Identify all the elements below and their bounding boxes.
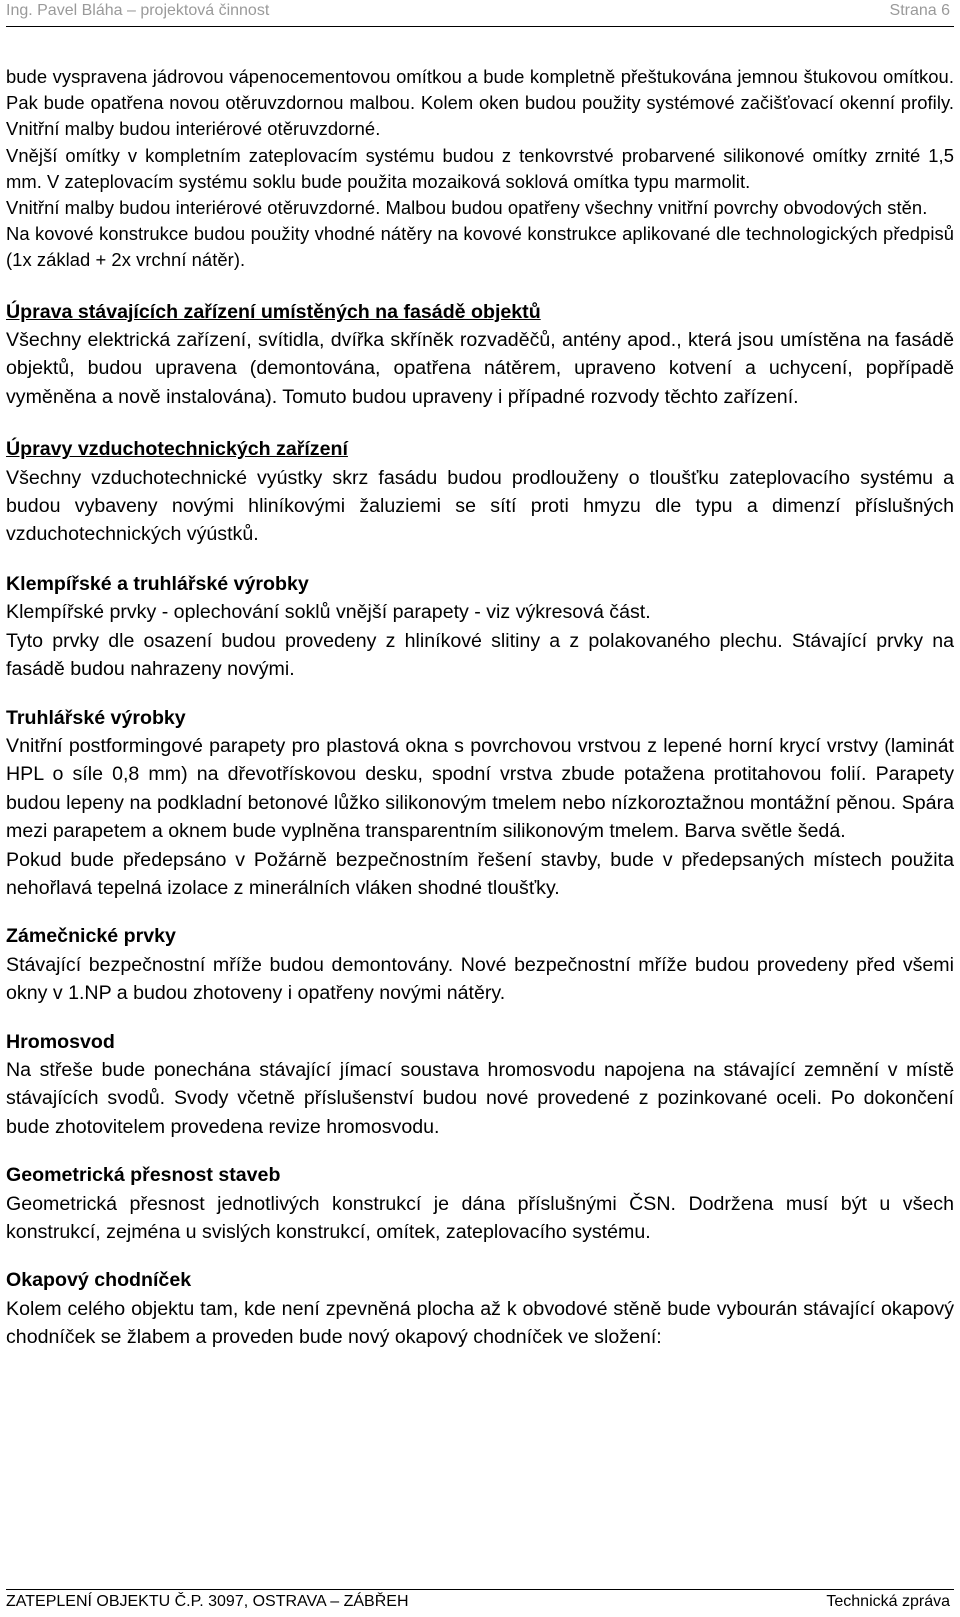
intro-paragraph: bude vyspravena jádrovou vápenocementovou omítkou a bude kompletně přeštukována jemnou štukovou omítkou. Pak bude opatřena novou otěruvzdornou malbou. Kolem oken budou použity systémové začišťovací okenní profily. Vnitřní malby budou interiérové otěruvzdorné. bbox=[6, 66, 954, 140]
section-paragraph: Klempířské prvky - oplechování soklů vnější parapety - viz výkresová část. bbox=[6, 601, 651, 624]
section-paragraph: Vnitřní postformingové parapety pro plastová okna s povrchovou vrstvou z lepené horní krycí vrstvy (laminát HPL o síle 0,8 mm) na dřevotřískovou desku, spodní vrstva zbude potažena protitahovou folií. Parapety budou lepeny na podkladní betonové lůžko silikonovým tmelem nebo nízkoroztažnou montážní pěnou. Spára mezi parapetem a oknem bude vyplněna transparentním silikonovým tmelem. Barva světle šedá. bbox=[6, 734, 954, 843]
section-heading: Okapový chodníček bbox=[6, 1269, 192, 1292]
section-heading: Geometrická přesnost staveb bbox=[6, 1164, 281, 1187]
section-heading: Zámečnické prvky bbox=[6, 925, 176, 948]
section-paragraph: Kolem celého objektu tam, kde není zpevněná plocha až k obvodové stěně bude vybourán stávající okapový chodníček se žlabem a proveden bude nový okapový chodníček ve složení: bbox=[6, 1297, 954, 1349]
section-hvac bbox=[6, 435, 954, 549]
footer-document-type: Technická zpráva bbox=[826, 1593, 950, 1610]
section-heading: Truhlářské výrobky bbox=[6, 706, 186, 729]
section-facade-equipment bbox=[6, 298, 954, 412]
header-author: Ing. Pavel Bláha – projektová činnost bbox=[6, 2, 270, 19]
section-paragraph: Stávající bezpečnostní mříže budou demontovány. Nové bezpečnostní mříže budou provedeny před všemi okny v 1.NP a budou zhotoveny i opatřeny novými nátěry. bbox=[6, 953, 954, 1005]
document-body bbox=[6, 64, 954, 1352]
section-paragraph: Na střeše bude ponechána stávající jímací soustava hromosvodu napojena na stávající zemnění v místě stávajících svodů. Svody včetně příslušenství budou nové provedené z pozinkované oceli. Po dokončení bude zhotovitelem provedena revize hromosvodu. bbox=[6, 1058, 954, 1138]
header-page-number: Strana 6 bbox=[889, 2, 950, 19]
section-heading: Úprava stávajících zařízení umístěných na fasádě objektů bbox=[6, 300, 541, 323]
section-joinery bbox=[6, 704, 954, 903]
section-paragraph: Všechny vzduchotechnické vyústky skrz fasádu budou prodlouženy o tloušťku zateplovacího systému a budou vybaveny novými hliníkovými žaluziemi se sítí proti hmyzu dle typu a dimenzí příslušných vzduchotechnických výústků. bbox=[6, 466, 954, 546]
section-drip-path bbox=[6, 1266, 954, 1351]
section-heading: Úpravy vzduchotechnických zařízení bbox=[6, 438, 348, 461]
section-sheet-metal bbox=[6, 570, 954, 684]
section-locksmith bbox=[6, 922, 954, 1007]
section-paragraph: Pokud bude předepsáno v Požárně bezpečnostním řešení stavby, bude v předepsaných místech použita nehořlavá tepelná izolace z minerálních vláken shodné tloušťky. bbox=[6, 848, 954, 899]
section-geometric-accuracy bbox=[6, 1161, 954, 1246]
section-heading: Hromosvod bbox=[6, 1030, 115, 1053]
intro-paragraph: Vnitřní malby budou interiérové otěruvzdorné. Malbou budou opatřeny všechny vnitřní povrchy obvodových stěn. bbox=[6, 197, 928, 219]
section-lightning-rod bbox=[6, 1028, 954, 1142]
intro-paragraph: Vnější omítky v kompletním zateplovacím systému budou z tenkovrstvé probarvené silikonové omítky zrnité 1,5 mm. V zateplovacím systému soklu bude použita mozaiková soklová omítka typu marmolit. bbox=[6, 144, 954, 192]
section-paragraph: Geometrická přesnost jednotlivých konstrukcí je dána příslušnými ČSN. Dodržena musí být u všech konstrukcí, zejména u svislých konstrukcí, omítek, zateplovacího systému. bbox=[6, 1192, 954, 1243]
page-footer bbox=[6, 1589, 954, 1616]
section-paragraph: Tyto prvky dle osazení budou provedeny z hliníkové slitiny a z polakovaného plechu. Stávající prvky na fasádě budou nahrazeny novými. bbox=[6, 629, 954, 681]
footer-project-title: ZATEPLENÍ OBJEKTU Č.P. 3097, OSTRAVA – ZÁBŘEH bbox=[6, 1593, 409, 1610]
intro-paragraph: Na kovové konstrukce budou použity vhodné nátěry na kovové konstrukce aplikované dle technologických předpisů (1x základ + 2x vrchní nátěr). bbox=[6, 223, 954, 271]
section-heading: Klempířské a truhlářské výrobky bbox=[6, 572, 309, 595]
section-paragraph: Všechny elektrická zařízení, svítidla, dvířka skříněk rozvaděčů, antény apod., která jsou umístěna na fasádě objektů, budou upravena (demontována, opatřena nátěrem, upraveno kotvení a uchycení, popřípadě vyměněna a nově instalována). Tomuto budou upraveny i případné rozvody těchto zařízení. bbox=[6, 329, 954, 408]
intro-block bbox=[6, 64, 954, 274]
page-header bbox=[6, 0, 954, 27]
